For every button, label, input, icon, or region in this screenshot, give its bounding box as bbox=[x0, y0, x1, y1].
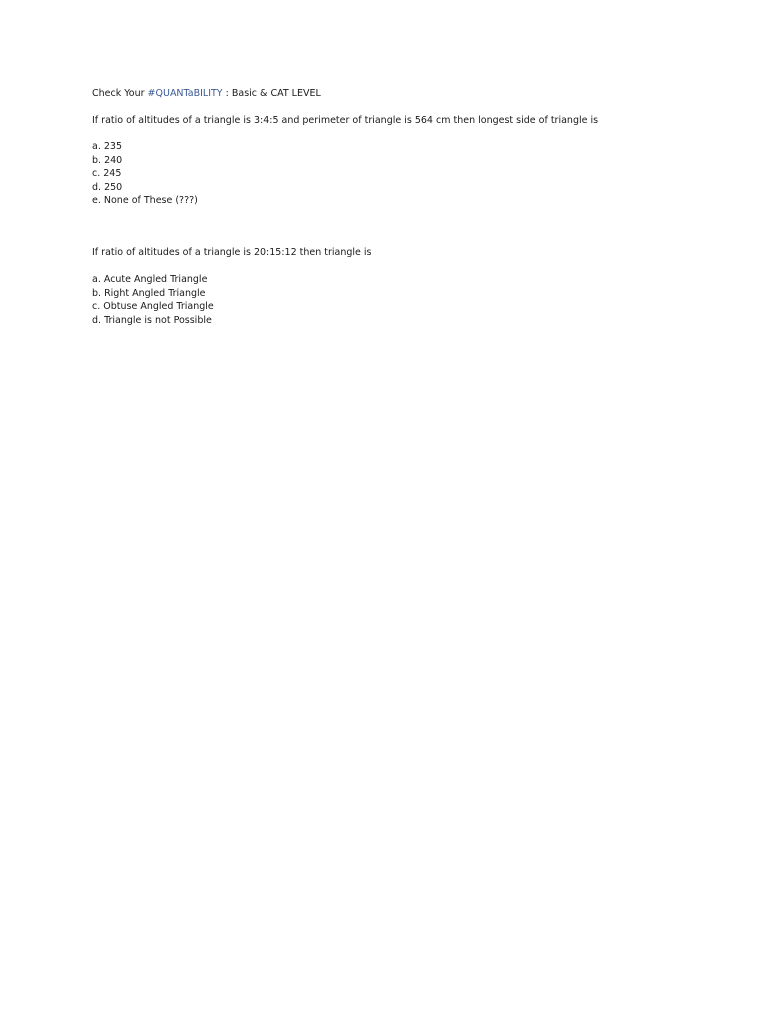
header-suffix: : Basic & CAT LEVEL bbox=[222, 88, 321, 99]
question-2-option-b: b. Right Angled Triangle bbox=[92, 288, 206, 299]
question-1-option-b: b. 240 bbox=[92, 155, 123, 166]
header-line bbox=[92, 87, 321, 100]
question-1-text: If ratio of altitudes of a triangle is 3:4:5 and perimeter of triangle is 564 cm then longest side of triangle is bbox=[92, 115, 599, 126]
question-1-option-e: e. None of These (???) bbox=[92, 195, 198, 206]
question-1-option-d: d. 250 bbox=[92, 182, 123, 193]
question-1-option-c: c. 245 bbox=[92, 168, 122, 179]
header-prefix: Check Your bbox=[92, 88, 148, 99]
question-1-option-a: a. 235 bbox=[92, 141, 122, 152]
question-2-option-c: c. Obtuse Angled Triangle bbox=[92, 301, 214, 312]
question-2-text: If ratio of altitudes of a triangle is 20:15:12 then triangle is bbox=[92, 247, 372, 258]
question-2-option-a: a. Acute Angled Triangle bbox=[92, 274, 208, 285]
question-2-option-d: d. Triangle is not Possible bbox=[92, 315, 212, 326]
hashtag-link[interactable]: #QUANTaBILITY bbox=[147, 88, 223, 99]
